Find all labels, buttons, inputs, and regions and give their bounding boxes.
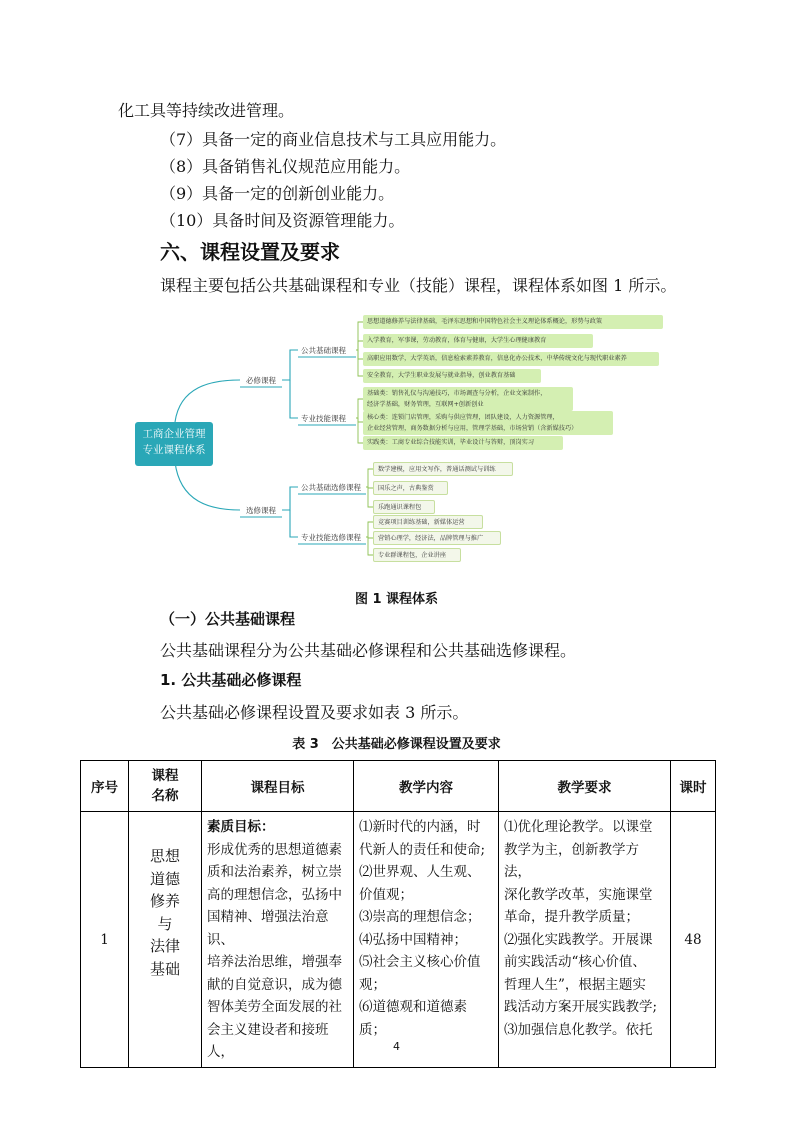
header-hours: 课时	[671, 761, 716, 812]
body-line-4: （10）具备时间及资源管理能力。	[160, 211, 405, 230]
section-title: 六、课程设置及要求	[160, 240, 340, 264]
cell-goal	[202, 812, 354, 1068]
figure-caption: 图 1 课程体系	[354, 592, 439, 607]
mindmap-leaf: 高职应用数学，大学英语，信息检索素养教育，信息化办公技术，中华传统文化与现代职业素养	[363, 352, 659, 366]
header-goal: 课程目标	[202, 761, 354, 812]
mindmap-required: 必修课程	[246, 376, 276, 385]
cell-requirement	[499, 812, 671, 1068]
course-name: 思想 道德 修养 与 法律 基础	[149, 847, 180, 978]
mindmap-leaf: 竞赛项目训练基础，新媒体运营	[373, 515, 483, 529]
body-line-3: （9）具备一定的创新创业能力。	[160, 184, 395, 203]
cell-name	[129, 812, 202, 1068]
subsection-text: 公共基础课程分为公共基础必修课程和公共基础选修课程。	[160, 641, 577, 660]
table-caption: 表 3 公共基础必修课程设置及要求	[292, 737, 501, 752]
body-line-0: 化工具等持续改进管理。	[118, 101, 295, 120]
requirement-text: ⑴优化理论教学。以课堂 教学为主，创新教学方法， 深化教学改革，实施课堂 革命，提升教学质量； ⑵强化实践教学。开展课 前实践活动“核心价值、 哲理人生”，根据主题实 践活动方案开展实践教学; ⑶加强信息化教学。依托	[504, 819, 658, 1038]
mindmap-elective: 选修课程	[246, 506, 276, 515]
course-table	[80, 760, 716, 1068]
mindmap-leaf: 思想道德修养与法律基础，毛泽东思想和中国特色社会主义理论体系概论，形势与政策	[363, 315, 663, 329]
mindmap-root: 工商企业管理 专业课程体系	[135, 422, 213, 466]
mindmap-leaf: 国乐之声，古典鉴赏	[373, 481, 448, 495]
mindmap-leaf: 安全教育，大学生职业发展与就业指导，创业教育基础	[363, 369, 541, 383]
goal-title: 素质目标：	[207, 819, 275, 835]
course-system-mindmap	[130, 312, 670, 580]
mindmap-professional: 专业技能课程	[301, 414, 346, 423]
mindmap-public-elective: 公共基础选修课程	[301, 483, 361, 492]
body-line-1: （7）具备一定的商业信息技术与工具应用能力。	[160, 130, 507, 149]
mindmap-leaf: 入学教育，军事课，劳动教育，体育与健康，大学生心理健康教育	[363, 334, 593, 348]
mindmap-leaf: 营销心理学，经济法，品牌管理与推广	[373, 531, 501, 545]
section-intro: 课程主要包括公共基础课程和专业（技能）课程，课程体系如图 1 所示。	[160, 276, 677, 295]
header-name: 课程 名称	[129, 761, 202, 812]
mindmap-leaf: 实践类：工商专业综合技能实训，毕业设计与答辩，顶岗实习	[363, 436, 563, 450]
table-header-row	[81, 761, 716, 812]
mindmap-leaf: 乐跑通识课程包	[373, 500, 435, 514]
page-number: 4	[393, 1040, 400, 1053]
cell-hours: 48	[671, 812, 716, 1068]
table-row	[81, 812, 716, 1068]
header-no: 序号	[81, 761, 129, 812]
mindmap-public-basic: 公共基础课程	[301, 346, 346, 355]
subsection-title: （一）公共基础课程	[160, 610, 296, 628]
subsubsection-text: 公共基础必修课程设置及要求如表 3 所示。	[160, 703, 469, 722]
header-requirement: 教学要求	[499, 761, 671, 812]
subsubsection-title: 1. 公共基础必修课程	[160, 671, 302, 689]
cell-no: 1	[81, 812, 129, 1068]
mindmap-leaf: 核心类：连锁门店管理，采购与供应管理，团队建设，人力资源管理， 企业经营管理，商务数据分析与应用，管理学基础，市场营销（含新媒技巧）	[363, 411, 613, 435]
mindmap-leaf: 基础类：销售礼仪与沟通技巧，市场调查与分析，企业文案制作， 经济学基础，财务管理，互联网+创新创业	[363, 387, 573, 411]
goal-text: 形成优秀的思想道德素 质和法治素养，树立崇 高的理想信念，弘扬中 国精神、增强法治意识、 培养法治思维，增强奉 献的自觉意识，成为德 智体美劳全面发展的社 会主义建设者和接班人，	[207, 841, 342, 1060]
header-content: 教学内容	[354, 761, 499, 812]
cell-content	[354, 812, 499, 1068]
body-line-2: （8）具备销售礼仪规范应用能力。	[160, 157, 411, 176]
mindmap-professional-elective: 专业技能选修课程	[301, 533, 361, 542]
mindmap-leaf: 专业群课程包，企业讲座	[373, 548, 461, 562]
mindmap-leaf: 数学建模，应用文写作，普通话测试与训练	[373, 462, 513, 476]
content-text: ⑴新时代的内涵，时 代新人的责任和使命; ⑵世界观、人生观、 价值观； ⑶崇高的理想信念； ⑷弘扬中国精神； ⑸社会主义核心价值 观； ⑹道德观和道德素质；	[359, 819, 486, 1038]
